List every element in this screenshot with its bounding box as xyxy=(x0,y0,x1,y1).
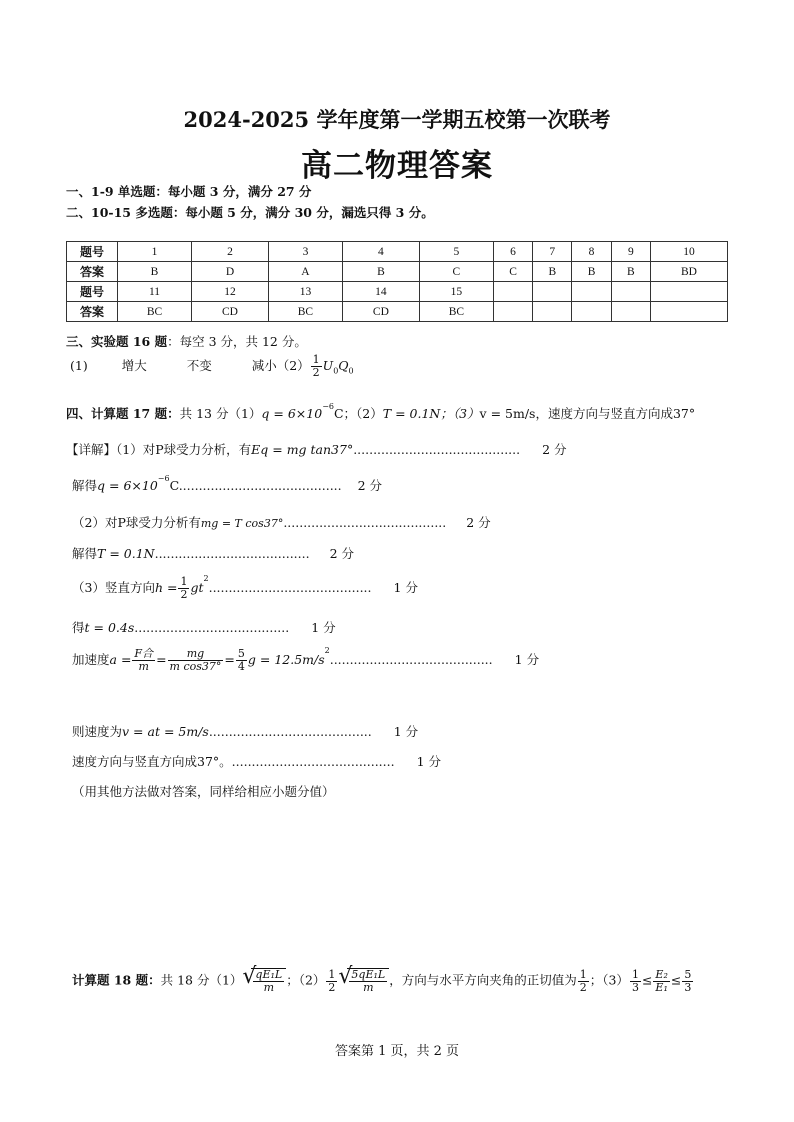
table-row xyxy=(67,262,728,282)
table-cell: 14 xyxy=(342,282,419,302)
table-cell: 12 xyxy=(192,282,269,302)
table-cell xyxy=(533,282,572,302)
exam-title: 2024-2025 学年度第一学期五校第一次联考 xyxy=(183,107,611,132)
field-ratio-fraction: $\frac{\text{E₂}}{\text{E₁}}$ xyxy=(655,967,668,994)
q17-detail-3: （2）对P球受力分析有mg = T cos37°......................................... 2 分 xyxy=(72,515,491,530)
table-cell: BC xyxy=(268,302,342,322)
table-cell: 7 xyxy=(533,242,572,262)
table-cell: 8 xyxy=(572,242,611,262)
table-cell: B xyxy=(533,262,572,282)
upper-bound-fraction: $\frac{5}{3}$ xyxy=(684,967,692,994)
table-row xyxy=(67,242,728,262)
q16-desc: ：每空 3 分，共 12 分。 xyxy=(167,334,307,349)
table-cell: A xyxy=(268,262,342,282)
table-cell: 1 xyxy=(118,242,192,262)
table-cell: B xyxy=(572,262,611,282)
table-cell xyxy=(493,282,532,302)
table-cell: 10 xyxy=(650,242,727,262)
q17-note: （用其他方法做对答案，同样给相应小题分值） xyxy=(72,784,335,799)
table-cell: CD xyxy=(342,302,419,322)
table-cell: 5 xyxy=(419,242,493,262)
table-cell: 3 xyxy=(268,242,342,262)
lower-bound-fraction: $\frac{1}{3}$ xyxy=(631,967,639,994)
table-cell xyxy=(493,302,532,322)
table-cell: BD xyxy=(650,262,727,282)
five-fourths-fraction: $\frac{5}{4}$ xyxy=(237,647,245,673)
table-cell xyxy=(533,302,572,322)
page-footer: 答案第 1 页，共 2 页 xyxy=(334,1044,460,1059)
table-cell: BC xyxy=(118,302,192,322)
q16-line xyxy=(66,332,307,350)
table-cell: 15 xyxy=(419,282,493,302)
q16-answers: (1) 增大 不变 减小（2） $\frac{1}{2}$ $U_0Q_0$ xyxy=(70,353,354,379)
q17-detail-9: 速度方向与竖直方向成37°。......................................... 1 分 xyxy=(72,754,442,769)
table-cell xyxy=(611,282,650,302)
q16-heading: 三、实验题 16 题 xyxy=(66,334,168,349)
q16-fraction: $\frac{1}{2}$ xyxy=(312,353,320,379)
q17-detail-1: 【详解】（1）对P球受力分析，有Eq = mg tan37°.......................................... 2 分 xyxy=(66,442,567,457)
table-cell: 11 xyxy=(118,282,192,302)
table-cell: CD xyxy=(192,302,269,322)
mg-fraction: $\frac{mg}{\text{m cos37°}}$ xyxy=(169,647,222,673)
answer-table xyxy=(66,241,728,322)
q16-answer-1: 增大 xyxy=(121,358,147,373)
table-header-cell: 答案 xyxy=(67,302,118,322)
table-header-cell: 题号 xyxy=(67,242,118,262)
table-cell xyxy=(572,302,611,322)
table-cell: B xyxy=(118,262,192,282)
q17-detail-4: 解得T = 0.1N....................................... 2 分 xyxy=(72,546,354,561)
section-multi-choice: 二、10-15 多选题：每小题 5 分，满分 30 分，漏选只得 3 分。 xyxy=(66,205,434,220)
force-fraction: $\frac{\text{F合}}{m}$ xyxy=(134,647,154,673)
table-cell: C xyxy=(493,262,532,282)
table-header-cell: 题号 xyxy=(67,282,118,302)
q17-summary: 四、计算题 17 题：共 13 分$(1)q = 6\times 10^{-6}C$；（2）T = 0.1N；（3）v = 5m/s，速度方向与竖直方向成37° xyxy=(66,402,696,421)
half-fraction-2: $\frac{1}{2}$ xyxy=(328,967,336,994)
table-row xyxy=(67,282,728,302)
q17-detail-8: 则速度为v = at = 5m/s......................................... 1 分 xyxy=(72,724,419,739)
q18-line: 计算题 18 题：共 18 分（1） √ $\frac{\text{qE₁L}}{m}$ ；（2） $\frac{1}{2}$ √ $\frac{\text{5qE₁L}}{m}$ ，方向与水平方向夹角的正切值为 $\frac{1}{2}$ ；（3） $\frac{1}{3}$ ≤ $\frac{\text{E₂}}{\text{E₁}}$ ≤ $\frac{5}{3}$ xyxy=(72,964,692,994)
table-cell: D xyxy=(192,262,269,282)
q17-detail-2: 解得$q = 6\times 10^{-6}C$......................................... 2 分 xyxy=(72,474,383,493)
q16-answer-3: 减小（2） xyxy=(251,358,310,373)
half-fraction: $\frac{1}{2}$ xyxy=(180,575,188,601)
q16-answer-2: 不变 xyxy=(186,358,212,373)
table-cell xyxy=(572,282,611,302)
sqrt-expression-1: √ $\frac{\text{qE₁L}}{m}$ xyxy=(242,968,286,994)
q17-detail-6: 得t = 0.4s....................................... 1 分 xyxy=(72,620,336,635)
answer-title: 高二物理答案 xyxy=(301,148,493,184)
table-cell: B xyxy=(611,262,650,282)
table-cell: 9 xyxy=(611,242,650,262)
table-cell xyxy=(650,282,727,302)
q17-detail-5: （3）竖直方向h = $\frac{1}{2}$ $gt^2$......................................... 1 分 xyxy=(72,574,418,601)
q16-part1: (1) xyxy=(70,358,88,373)
table-cell: BC xyxy=(419,302,493,322)
tangent-fraction: $\frac{1}{2}$ xyxy=(579,967,587,994)
table-cell xyxy=(611,302,650,322)
table-cell xyxy=(650,302,727,322)
section-single-choice: 一、1-9 单选题：每小题 3 分，满分 27 分 xyxy=(66,184,312,199)
sqrt-expression-2: √ $\frac{\text{5qE₁L}}{m}$ xyxy=(338,968,389,994)
table-cell: B xyxy=(342,262,419,282)
table-cell: 6 xyxy=(493,242,532,262)
table-cell: 4 xyxy=(342,242,419,262)
table-header-cell: 答案 xyxy=(67,262,118,282)
table-cell: 2 xyxy=(192,242,269,262)
table-row xyxy=(67,302,728,322)
q17-detail-7: 加速度a = $\frac{\text{F合}}{m}$ = $\frac{mg}{\text{m cos37°}}$ = $\frac{5}{4}$ $g = 12.5m/s^2$......................................... 1 分 xyxy=(72,646,540,673)
table-cell: 13 xyxy=(268,282,342,302)
table-cell: C xyxy=(419,262,493,282)
